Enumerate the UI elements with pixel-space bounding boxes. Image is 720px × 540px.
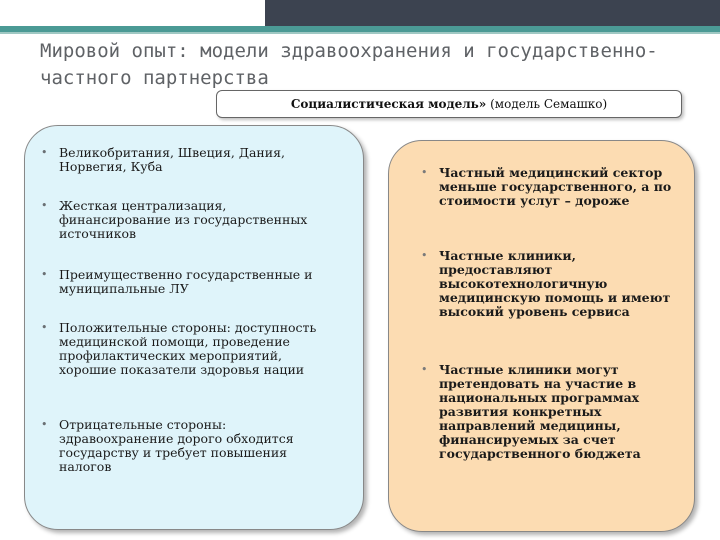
right-panel [388,140,695,532]
list-item [41,146,341,174]
list-item [41,321,341,377]
list-item [421,363,676,461]
bullet-dot-icon: • [421,166,428,179]
list-item [421,166,676,208]
model-label-regular: (модель Семашко) [486,97,608,111]
bullet-dot-icon: • [421,363,428,376]
list-item-text: Положительные стороны: доступность медицинской помощи, проведение профилактических мероприятий, хорошие показатели здоровья нации [59,320,317,377]
header-accent-line [0,32,720,34]
left-panel [24,125,364,530]
list-item-text: Преимущественно государственные и муниципальные ЛУ [59,267,313,296]
slide-title: Мировой опыт: модели здравоохранения и государственно-частного партнерства [40,40,658,89]
bullet-dot-icon: • [41,321,48,334]
left-list [25,126,363,529]
list-item-text: Частные клиники могут претендовать на участие в национальных программах развития конкретных направлений медицины, финансируемых за счет государственного бюджета [439,362,641,461]
list-item-text: Жесткая централизация, финансирование из государственных источников [59,198,308,241]
bullet-dot-icon: • [421,249,428,262]
model-label-box [216,90,682,118]
bullet-dot-icon: • [41,418,48,431]
list-item [41,199,341,241]
list-item [41,268,341,296]
bullet-dot-icon: • [41,146,48,159]
right-list [389,141,694,531]
list-item-text: Великобритания, Швеция, Дания, Норвегия, Куба [59,145,285,174]
list-item [421,249,676,319]
bullet-dot-icon: • [41,268,48,281]
list-item-text: Частные клиники, предоставляют высокотехнологичную медицинскую помощь и имеют высокий уровень сервиса [439,248,671,319]
list-item-text: Отрицательные стороны: здравоохранение дорого обходится государству и требует повышения налогов [59,417,294,474]
bullet-dot-icon: • [41,199,48,212]
list-item-text: Частный медицинский сектор меньше государственного, а по стоимости услуг – дороже [439,165,672,208]
list-item [41,418,341,474]
header-dark-bar [265,0,720,26]
model-label-bold: Социалистическая модель» [290,97,487,111]
